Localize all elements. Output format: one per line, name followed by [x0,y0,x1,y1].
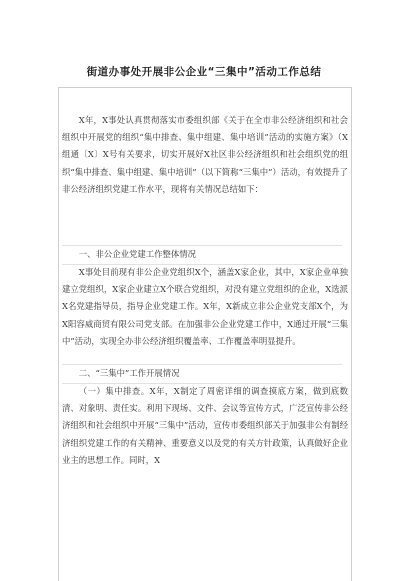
paragraph-intro: X年，X事处认真贯彻落实市委组织部《关于在全市非公经济组织和社会组织中开展党的组织“集中排查、集中组建、集中培训”活动的实施方案》（X组通〔X〕X号有关要求，切实开展好X社区非公经济组织和社会组织党的组织“集中排查、集中组建、集中培训”（以下简称“三集中”）活动，有效提升了非公经济组织党建工作水平，现将有关情况总结如下： [62,115,348,194]
paragraph-investigation: （一）集中排查。X年，X制定了周密详细的调查摸底方案，做到底数清、对象明、责任实。利用下现场、文件、会议等宣传方式，广泛宣传非公经济组织和社会组织中开展“三集中”活动，宣传市委组织部关于加强非公有制经济组织党建工作的有关精神、重要意义以及党的有关方针政策，认真做好企业业主的思想工作。同时，X [62,386,348,465]
section-heading-2: 二、“三集中”工作开展情况 [62,364,342,384]
section-heading-1: 一、非公企业党建工作整体情况 [62,245,342,265]
paragraph-overview: X事处目前现有非公企业党组织X个，涵盖X家企业，其中，X家企业单独建立党组织，X家企业建立X个联合党组织，对没有建立党组织的企业，X选派X名党建指导员，指导企业党建工作。X年，X新成立非公企业党支部X个，为X阳容威商贸有限公司党支部。在加强非公企业党建工作中，X通过开展“三集中”活动，实现全办非公经济组织覆盖率、工作覆盖率明显提升。 [62,267,348,346]
document-title: 街道办事处开展非公企业“三集中”活动工作总结 [86,66,322,78]
